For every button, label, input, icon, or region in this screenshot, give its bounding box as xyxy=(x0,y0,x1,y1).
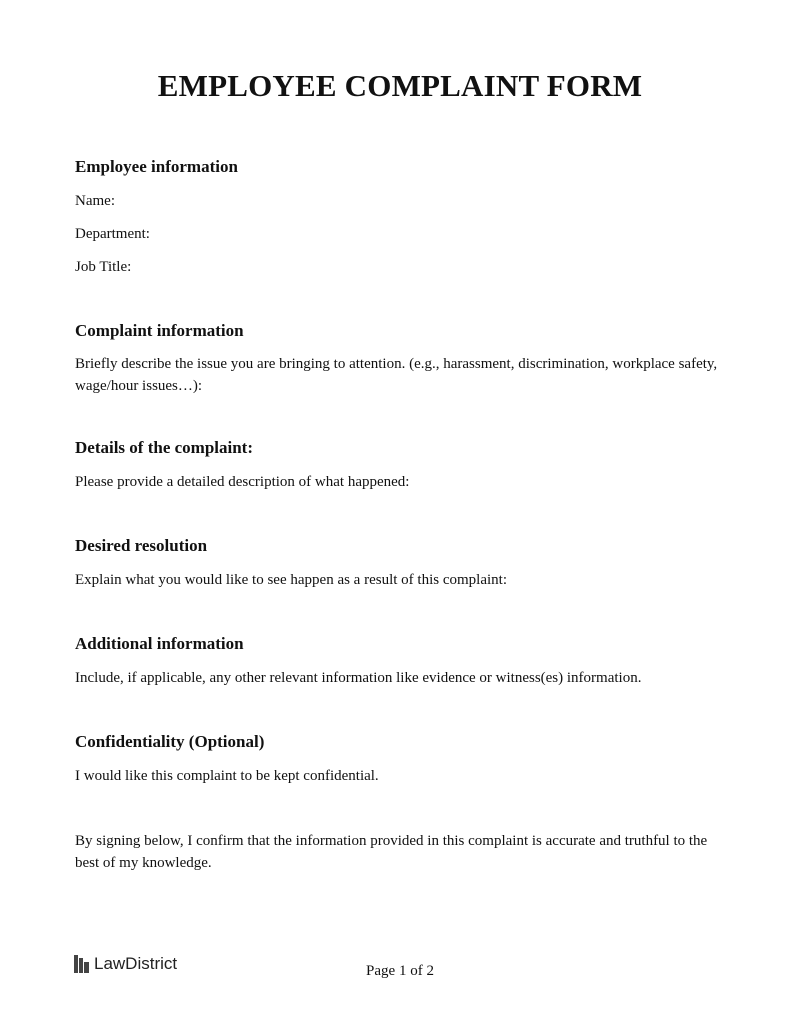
declaration-text: By signing below, I confirm that the information provided in this complaint is accurate and truthful to the best of my knowledge. xyxy=(75,833,708,871)
additional-information-text: Include, if applicable, any other relevant information like evidence or witness(es) information. xyxy=(75,670,642,686)
job-title-label: Job Title: xyxy=(75,259,132,275)
complaint-details-heading: Details of the complaint: xyxy=(75,438,254,457)
complaint-information-text: Briefly describe the issue you are bringing to attention. (e.g., harassment, discrimination, workplace safety, wage/hour issues…): xyxy=(75,356,718,394)
document-title: EMPLOYEE COMPLAINT FORM xyxy=(157,68,643,103)
confidentiality-heading: Confidentiality (Optional) xyxy=(75,732,265,751)
logo-text: LawDistrict xyxy=(94,954,178,973)
employee-information-heading: Employee information xyxy=(75,157,238,176)
page-number: Page 1 of 2 xyxy=(366,963,434,979)
complaint-details-text: Please provide a detailed description of what happened: xyxy=(75,474,410,490)
desired-resolution-text: Explain what you would like to see happen as a result of this complaint: xyxy=(75,572,507,588)
department-label: Department: xyxy=(75,226,150,242)
confidentiality-text: I would like this complaint to be kept confidential. xyxy=(75,768,379,784)
complaint-information-heading: Complaint information xyxy=(75,321,244,340)
additional-information-heading: Additional information xyxy=(75,634,244,653)
name-label: Name: xyxy=(75,193,115,209)
desired-resolution-heading: Desired resolution xyxy=(75,536,208,555)
